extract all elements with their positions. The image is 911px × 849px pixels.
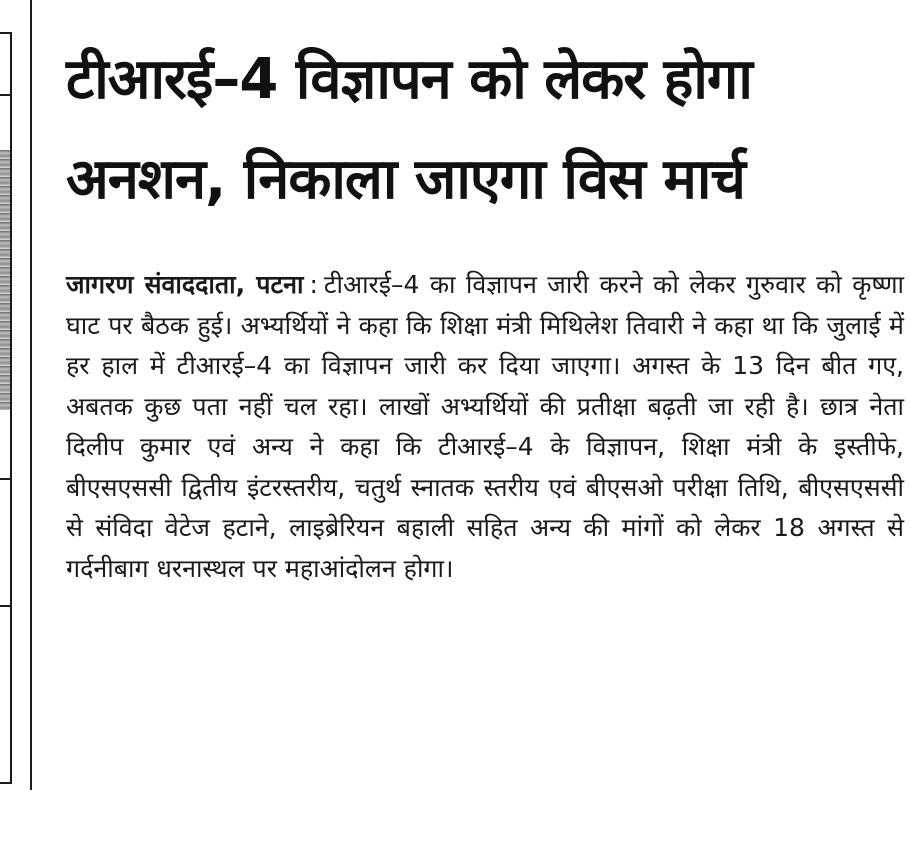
adjacent-rule bbox=[0, 605, 12, 607]
article-body-text: टीआरई–4 का विज्ञापन जारी करने को लेकर गुरुवार को कृष्णा घाट पर बैठक हुई। अभ्यर्थियों ने कहा कि शिक्षा मंत्री मिथिलेश तिवारी ने कहा था कि जुलाई में हर हाल में टीआरई–4 का विज्ञापन जारी कर दिया जाएगा। अगस्त के 13 दिन बीत गए, अबतक कुछ पता नहीं चल रहा। लाखों अभ्यर्थियों की प्रतीक्षा बढ़ती जा रही है। छात्र नेता दिलीप कुमार एवं अन्य ने कहा कि टीआरई–4 के विज्ञापन, शिक्षा मंत्री के इस्तीफे, बीएसएससी द्वितीय इंटरस्तरीय, चतुर्थ स्नातक स्तरीय एवं बीएसओ परीक्षा तिथि, बीएसएससी से संविदा वेटेज हटाने, लाइब्रेरियन बहाली सहित अन्य की मांगों को लेकर 18 अगस्त से गर्दनीबाग धरनास्थल पर महाआंदोलन होगा। bbox=[66, 270, 904, 583]
page-margin bbox=[0, 790, 911, 849]
headline-line-2: अनशन, निकाला जाएगा विस मार्च bbox=[66, 147, 745, 212]
headline-line-1: टीआरई–4 विज्ञापन को लेकर होगा bbox=[66, 47, 752, 112]
adjacent-rule bbox=[0, 94, 12, 96]
column-divider bbox=[30, 0, 32, 790]
article-headline bbox=[44, 0, 906, 230]
adjacent-column-fragment bbox=[0, 0, 40, 790]
article-body bbox=[66, 265, 904, 589]
byline-separator: : bbox=[309, 270, 318, 299]
byline: जागरण संवाददाता, पटना bbox=[66, 270, 304, 299]
adjacent-rule bbox=[0, 478, 12, 480]
adjacent-photo-fragment bbox=[0, 150, 10, 410]
news-article bbox=[44, 0, 906, 583]
